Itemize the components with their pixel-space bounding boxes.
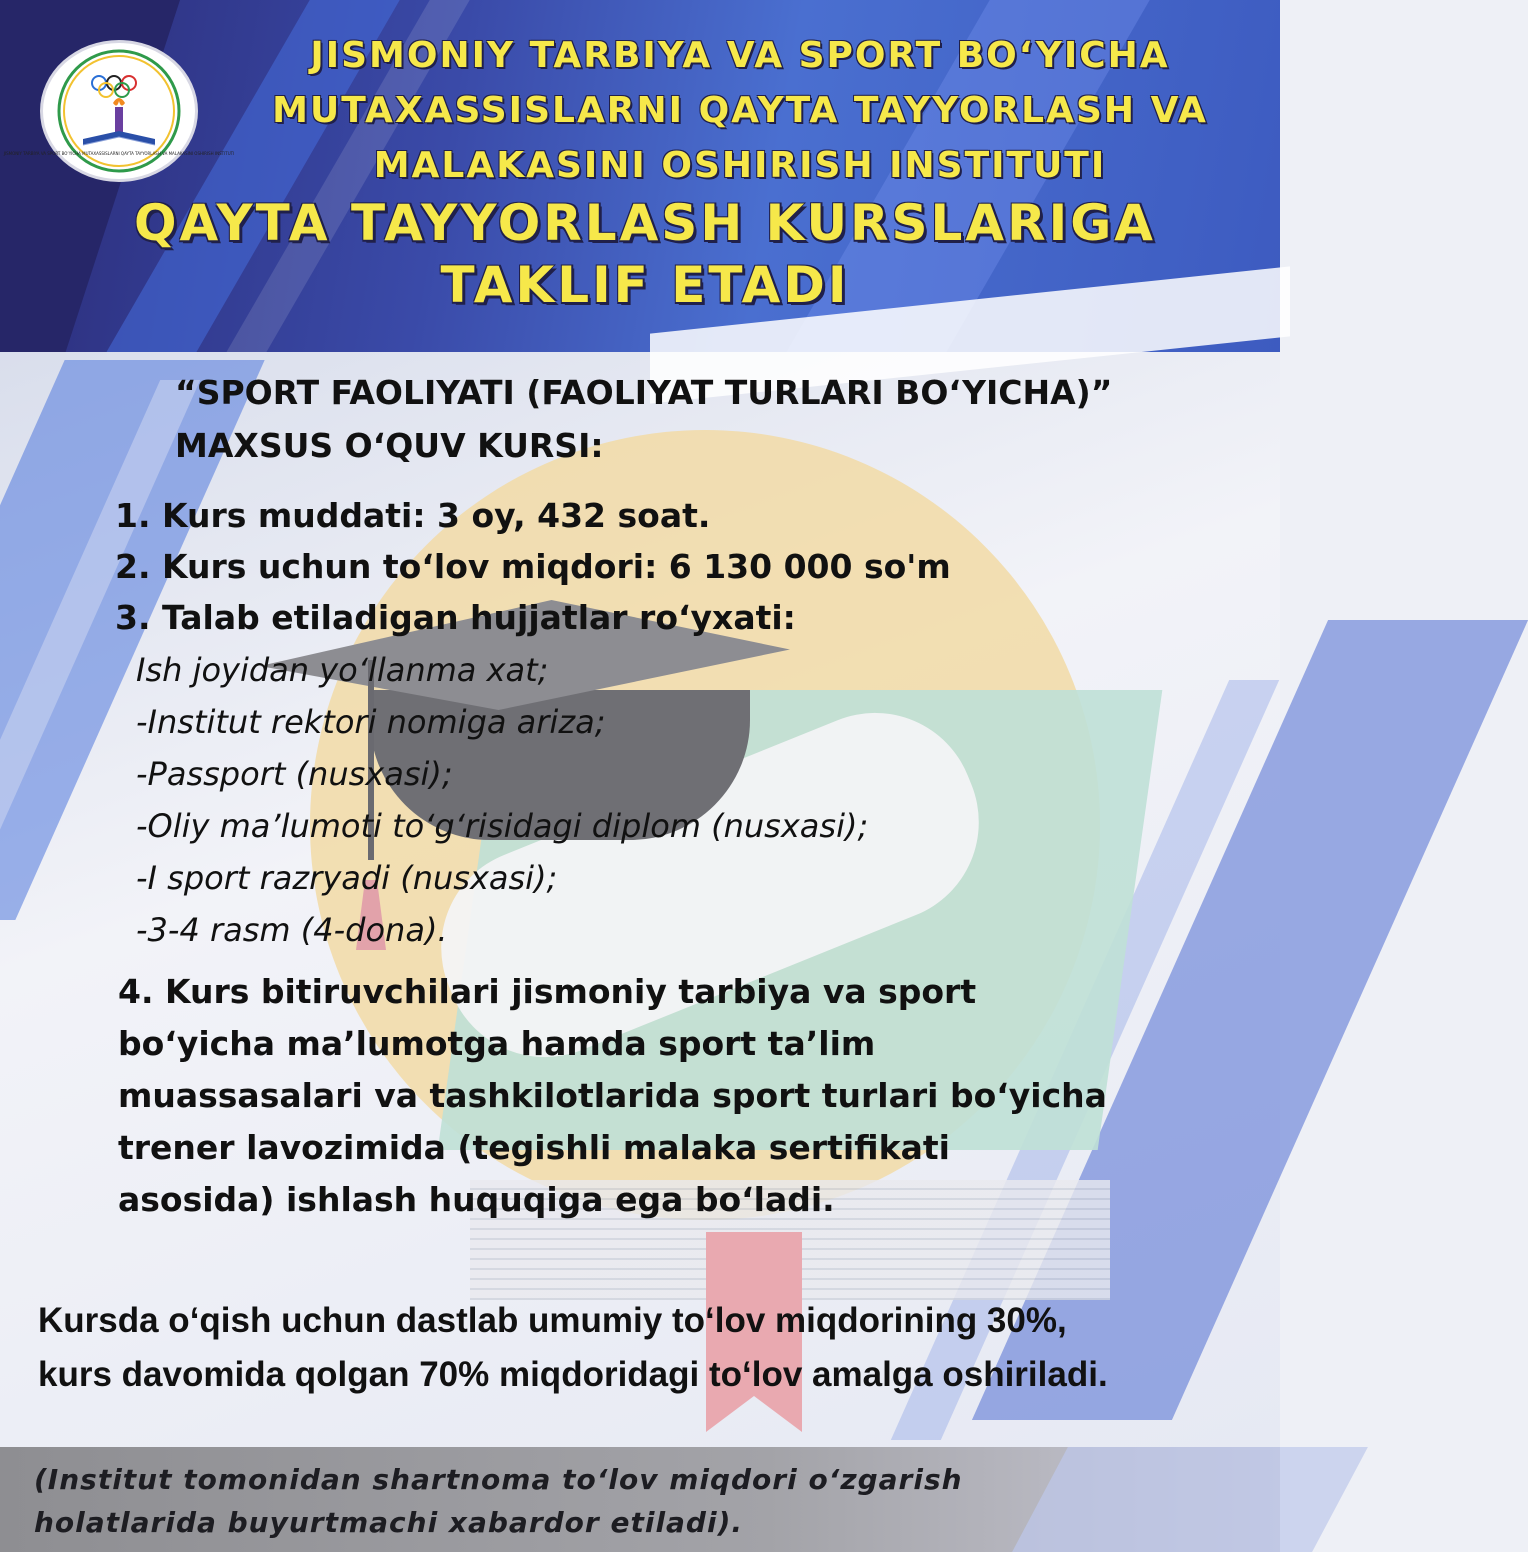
course-info-list <box>115 490 1215 643</box>
olympic-rings-torch-book-logo-icon <box>3 43 235 179</box>
graduate-rights-line: 4. Kurs bitiruvchilari jismoniy tarbiya va sport <box>118 972 977 1011</box>
graduate-rights-item <box>118 966 1238 1226</box>
footer-note-line: holatlarida buyurtmachi xabardor etiladi). <box>34 1506 744 1539</box>
institute-logo <box>3 40 235 182</box>
course-name-line: MAXSUS O‘QUV KURSI: <box>175 426 604 465</box>
course-name-line: “SPORT FAOLIYATI (FAOLIYAT TURLARI BO‘YICHA)” <box>175 373 1113 412</box>
institute-title-line: JISMONIY TARBIYA VA SPORT BO‘YICHA <box>310 35 1170 76</box>
graduate-rights-line: trener lavozimida (tegishli malaka sertifikati <box>118 1128 950 1167</box>
logo-text: JISMONIY TARBIYA VA SPORT BO‘YICHA MUTAXASSISLARNI QAYTA TAYYORLASH VA MALAKASINI OSHIRISH INSTITUTI <box>3 151 235 156</box>
document-item: -Passport (nusxasi); <box>136 755 453 793</box>
document-item: -I sport razryadi (nusxasi); <box>136 859 558 897</box>
invitation-title-line: TAKLIF ETADI <box>440 256 850 314</box>
payment-terms <box>38 1294 1258 1402</box>
document-item: Ish joyidan yo‘llanma xat; <box>136 651 549 689</box>
course-duration-item: 1. Kurs muddati: 3 oy, 432 soat. <box>115 496 711 535</box>
invitation-title <box>40 192 1250 316</box>
graduate-rights-line: bo‘yicha ma’lumotga hamda sport ta’lim <box>118 1024 876 1063</box>
payment-terms-line: Kursda o‘qish uchun dastlab umumiy to‘lov miqdorining 30%, <box>38 1301 1067 1340</box>
course-name <box>175 366 1255 472</box>
institute-title <box>210 28 1270 193</box>
invitation-title-line: QAYTA TAYYORLASH KURSLARIGA <box>134 194 1156 252</box>
footer-note-line: (Institut tomonidan shartnoma to‘lov miqdori o‘zgarish <box>34 1463 963 1496</box>
document-item: -3-4 rasm (4-dona). <box>136 911 448 949</box>
required-documents-list <box>136 644 1136 956</box>
footer-note <box>34 1458 1034 1544</box>
graduate-rights-line: muassasalari va tashkilotlarida sport turlari bo‘yicha <box>118 1076 1107 1115</box>
payment-terms-line: kurs davomida qolgan 70% miqdoridagi to‘lov amalga oshiriladi. <box>38 1355 1108 1394</box>
required-documents-heading: 3. Talab etiladigan hujjatlar ro‘yxati: <box>115 598 796 637</box>
graduate-rights-line: asosida) ishlash huquqiga ega bo‘ladi. <box>118 1180 835 1219</box>
course-fee-item: 2. Kurs uchun to‘lov miqdori: 6 130 000 so'm <box>115 547 951 586</box>
institute-title-line: MALAKASINI OSHIRISH INSTITUTI <box>373 145 1107 186</box>
document-item: -Institut rektori nomiga ariza; <box>136 703 606 741</box>
document-item: -Oliy ma’lumoti to‘g‘risidagi diplom (nusxasi); <box>136 807 869 845</box>
institute-title-line: MUTAXASSISLARNI QAYTA TAYYORLASH VA <box>272 90 1208 131</box>
